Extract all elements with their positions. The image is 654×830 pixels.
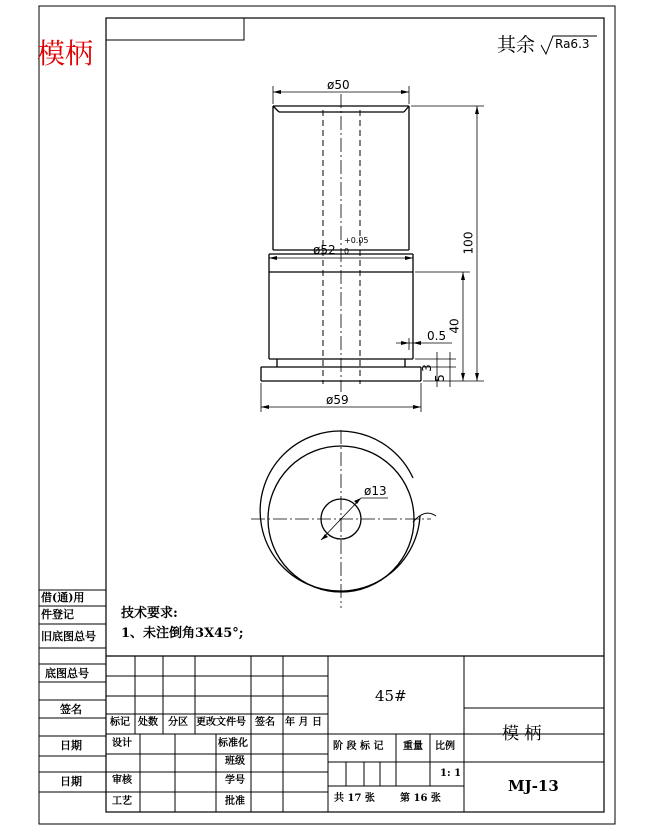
- rev-header-3: 更改文件号: [196, 717, 246, 728]
- side-base-no: 底图总号: [45, 667, 89, 680]
- dim-d59: ø59: [326, 393, 349, 407]
- dim-offset: 0.5: [427, 329, 447, 343]
- scale-label: 比例: [435, 741, 455, 752]
- class-label: 班级: [225, 756, 245, 767]
- roughness-prefix: 其余: [497, 34, 536, 56]
- approve-label: 批准: [225, 796, 245, 807]
- weight-label: 重量: [403, 741, 423, 752]
- requirements-item1: 1、未注倒角3X45°;: [121, 626, 244, 641]
- roughness-value: Ra6.3: [555, 37, 590, 51]
- standardize-label: 标准化: [218, 738, 248, 749]
- side-borrow: 借(通)用: [41, 591, 85, 604]
- requirements-title: 技术要求:: [121, 606, 178, 621]
- dim-d52: ø52: [313, 243, 336, 257]
- rev-header-4: 签名: [255, 717, 275, 728]
- outer-frame: [39, 6, 615, 824]
- dim-d50: ø50: [327, 78, 350, 92]
- front-dimensions: [261, 86, 484, 412]
- sheet-no: 第 16 张: [400, 793, 441, 804]
- material: 45#: [375, 687, 407, 705]
- side-date2: 日期: [60, 775, 82, 788]
- part-name: 模 柄: [502, 724, 542, 744]
- rev-header-0: 标记: [110, 717, 130, 728]
- stage-mark-label: 阶 段 标 记: [333, 741, 384, 752]
- drawing-no: MJ-13: [508, 777, 559, 795]
- rev-header-1: 处数: [138, 717, 158, 728]
- design-label: 设计: [112, 738, 132, 749]
- side-date1: 日期: [60, 739, 82, 752]
- dim-d52-tol-upper: +0.05: [344, 236, 369, 245]
- side-old-base: 旧底图总号: [41, 630, 96, 643]
- title-red: 模柄: [37, 37, 94, 70]
- dim-h40: 40: [447, 318, 462, 334]
- dim-h5: 5: [432, 374, 447, 382]
- side-file-reg: 件登记: [41, 608, 74, 621]
- rev-header-2: 分区: [168, 717, 188, 728]
- inner-frame: [106, 18, 604, 812]
- rev-header-5: 年 月 日: [285, 717, 322, 728]
- dim-h3: 3: [419, 364, 434, 372]
- review-label: 审核: [112, 775, 132, 786]
- side-sign: 签名: [60, 703, 82, 716]
- dim-d13: ø13: [364, 484, 387, 498]
- process-label: 工艺: [112, 796, 132, 807]
- dim-h100: 100: [461, 231, 476, 255]
- scale-value: 1: 1: [440, 768, 462, 779]
- top-left-box: [106, 18, 244, 40]
- sheets-total: 共 17 张: [334, 793, 375, 804]
- dim-d52-tol-lower: 0: [344, 247, 350, 256]
- student-no-label: 学号: [225, 775, 245, 786]
